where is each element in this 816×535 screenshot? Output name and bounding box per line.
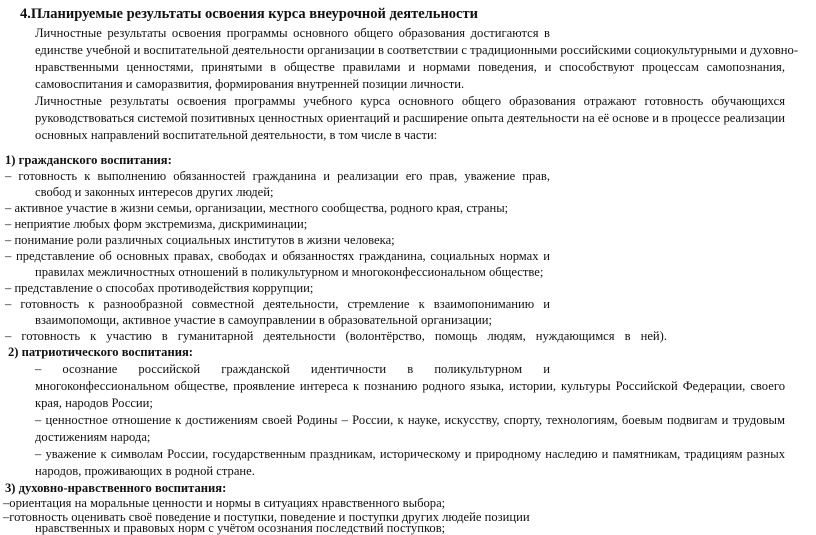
page-title: 4.Планируемые результаты освоения курса внеурочной деятельности xyxy=(20,6,478,22)
intro-line: руководствоваться системой позитивных ценностных ориентаций и расширение опыта деятельности на её основе и в процессе реализации xyxy=(35,111,785,125)
list-item: – представление об основных правах, свободах и обязанностях гражданина, социальных нормах и xyxy=(5,249,550,263)
list-item: свобод и законных интересов других людей; xyxy=(35,185,274,199)
list-item: – готовность к разнообразной совместной деятельности, стремление к взаимопониманию и xyxy=(5,297,550,311)
list-item: – осознание российской гражданской идентичности в поликультурном и xyxy=(35,362,550,376)
list-item: взаимопомощи, активное участие в самоуправлении в образовательной организации; xyxy=(35,313,493,327)
list-item: многоконфессиональном обществе, проявление интереса к познанию родного языка, истории, культуры Российской Федерации, своего xyxy=(35,379,785,393)
list-item: правилах межличностных отношений в поликультурном и многоконфессиональном обществе; xyxy=(35,265,544,279)
intro-line: Личностные результаты освоения программы основного общего образования достигаются в xyxy=(35,26,550,40)
list-item: – неприятие любых форм экстремизма, дискриминации; xyxy=(5,217,308,231)
list-item: – представление о способах противодействия коррупции; xyxy=(5,281,314,295)
list-item: – ценностное отношение к достижениям своей Родины – России, к науке, искусству, спорту, технологиям, боевым подвигам и трудовым xyxy=(35,413,785,427)
list-item: нравственных и правовых норм с учётом осознания последствий поступков; xyxy=(35,521,446,535)
intro-line: Личностные результаты освоения программы учебного курса основного общего образования отражают готовность обучающихся xyxy=(35,94,785,108)
intro-line: самовоспитания и саморазвития, формирования внутренней позиции личности. xyxy=(35,77,465,91)
list-item: –готовность оценивать своё поведение и поступки, поведение и поступки других людейе позиции xyxy=(3,510,530,524)
list-item: – понимание роли различных социальных институтов в жизни человека; xyxy=(5,233,395,247)
intro-line: единстве учебной и воспитательной деятельности организации в соответствии с традиционными российскими социокультурными и духовно- xyxy=(35,43,799,57)
list-item: народов, проживающих в родной стране. xyxy=(35,464,255,478)
intro-line: основных направлений воспитательной деятельности, в том числе в части: xyxy=(35,128,438,142)
list-item: – активное участие в жизни семьи, организации, местного сообщества, родного края, страны; xyxy=(5,201,509,215)
section-heading-moral: 3) духовно-нравственного воспитания: xyxy=(5,481,227,495)
list-item: края, народов России; xyxy=(35,396,153,410)
intro-line: нравственными ценностями, принятыми в обществе правилами и нормами поведения, и способствуют процессам самопознания, xyxy=(35,60,785,74)
list-item: – готовность к участию в гуманитарной деятельности (волонтёрство, помощь людям, нуждающимся в ней). xyxy=(5,329,667,343)
section-heading-civic: 1) гражданского воспитания: xyxy=(5,153,172,167)
list-item: –ориентация на моральные ценности и нормы в ситуациях нравственного выбора; xyxy=(3,496,446,510)
list-item: достижениям народа; xyxy=(35,430,151,444)
section-heading-patriotic: 2) патриотического воспитания: xyxy=(8,345,193,359)
list-item: – уважение к символам России, государственным праздникам, историческому и природному наследию и памятникам, традициям разных xyxy=(35,447,785,461)
list-item: – готовность к выполнению обязанностей гражданина и реализации его прав, уважение прав, xyxy=(5,169,550,183)
